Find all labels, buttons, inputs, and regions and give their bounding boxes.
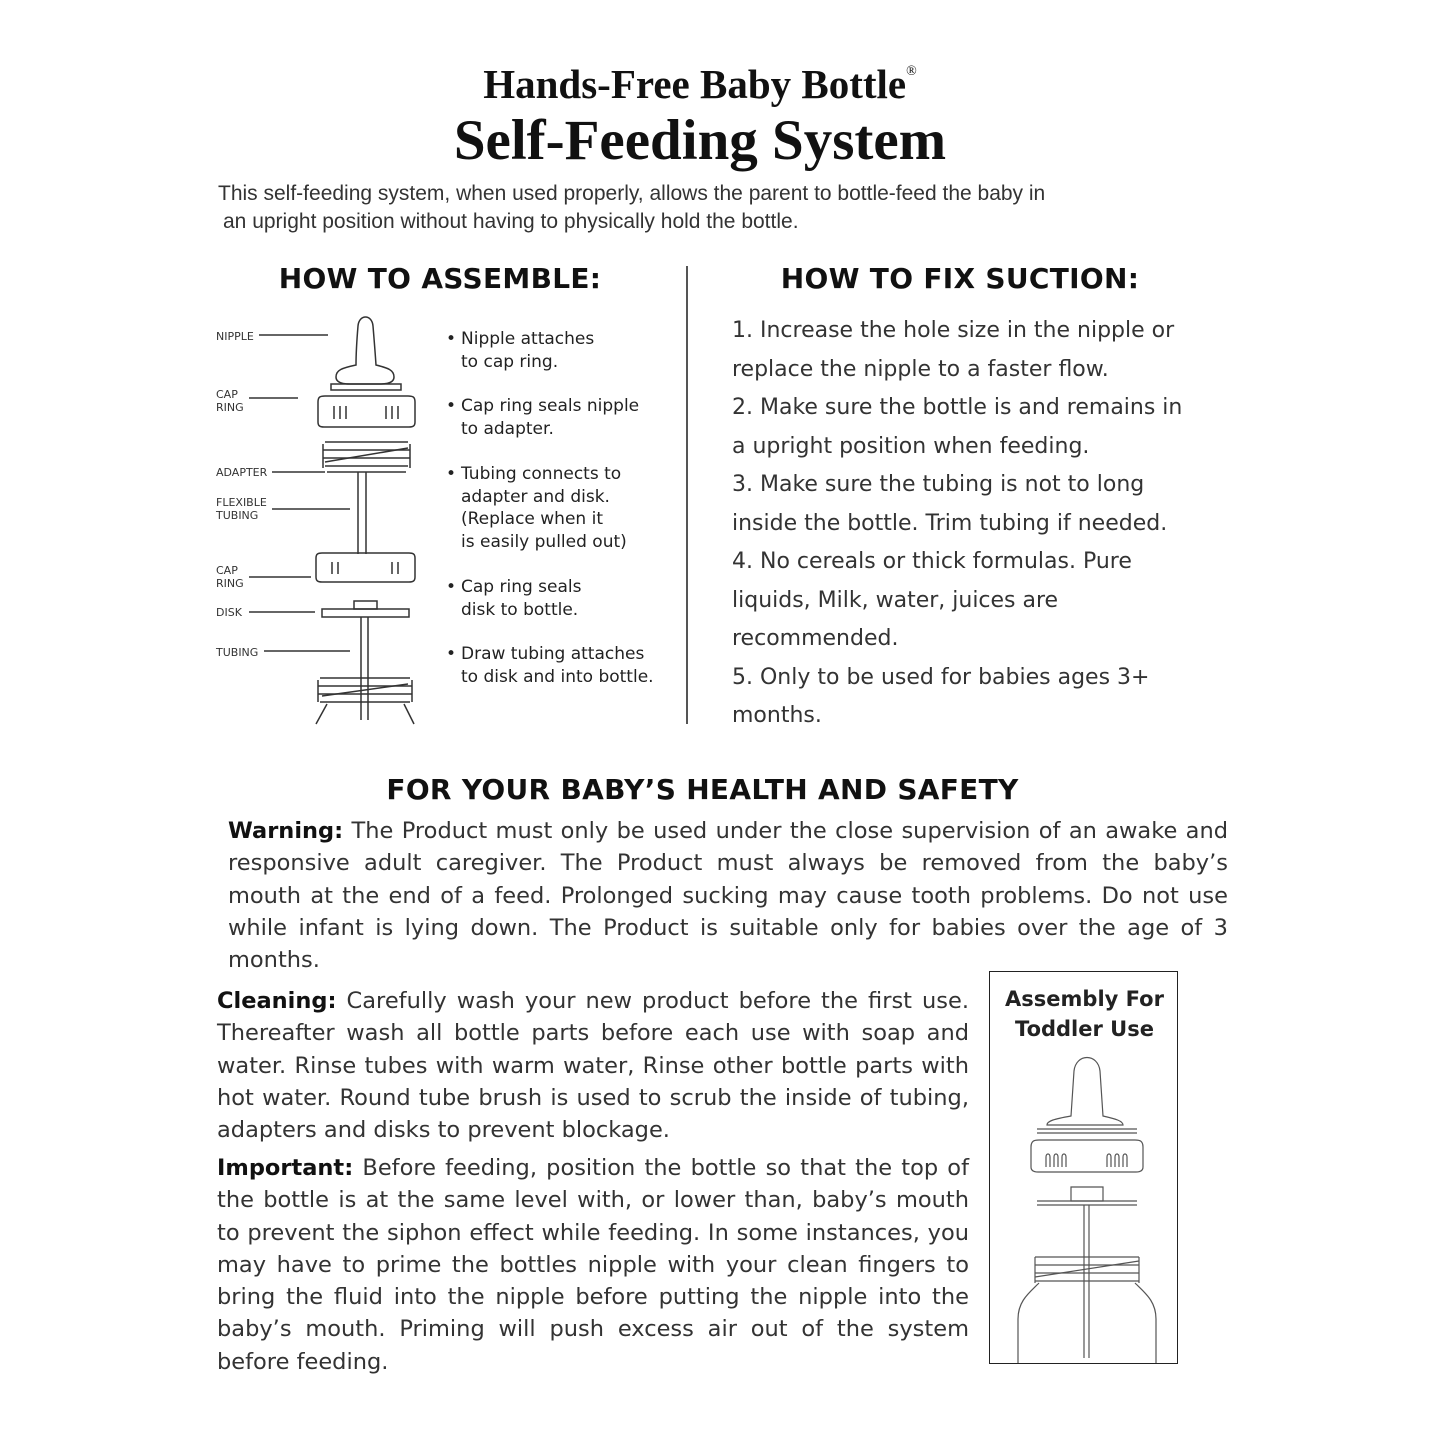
bottle-shoulder	[316, 704, 414, 724]
step-line: to cap ring.	[461, 351, 559, 372]
label-line: CAP	[216, 388, 238, 401]
toddler-diagram	[990, 972, 1179, 1365]
step-line: Tubing connects to	[461, 464, 622, 484]
suction-line: 5. Only to be used for babies ages 3+	[732, 664, 1150, 690]
label-line: CAP	[216, 564, 238, 577]
suction-line: replace the nipple to a faster flow.	[732, 356, 1109, 382]
label-adapter: ADAPTER	[216, 466, 268, 479]
assemble-heading: HOW TO ASSEMBLE:	[278, 262, 602, 295]
cap-ring-bottom-shape	[316, 553, 415, 582]
toddler-bottle-body	[1018, 1283, 1156, 1363]
intro-line: an upright position without having to physically hold the bottle.	[223, 210, 799, 233]
registered-mark: ®	[906, 64, 917, 79]
nipple-shape	[336, 317, 394, 384]
bullet-icon: •	[446, 464, 457, 484]
cleaning-text: Carefully wash your new product before the first use. Thereafter wash all bottle parts before each use with soap and water. Rinse tubes with warm water, Rinse other bottle parts with hot water. Round tube brush is used to scrub the inside of tubing, adapters and disks to prevent blockage.	[217, 988, 969, 1144]
column-divider	[686, 266, 688, 724]
adapter-threads	[323, 442, 410, 472]
label-nipple: NIPPLE	[216, 330, 254, 343]
suction-list	[732, 312, 1202, 736]
step-line: Cap ring seals nipple	[461, 396, 640, 416]
disk-stem	[354, 601, 377, 609]
title-line-1	[0, 60, 1400, 108]
intro-paragraph	[218, 180, 1178, 236]
label-tubing: TUBING	[216, 646, 259, 659]
step-line: Draw tubing attaches	[461, 644, 645, 664]
suction-line: recommended.	[732, 626, 899, 651]
step-line: (Replace when it	[461, 509, 603, 529]
step-line: Nipple attaches	[461, 329, 595, 349]
suction-line: 4. No cereals or thick formulas. Pure	[732, 549, 1132, 574]
cleaning-paragraph	[217, 985, 969, 1146]
suction-line: 1. Increase the hole size in the nipple or	[732, 318, 1175, 343]
toddler-assembly-box	[989, 971, 1178, 1364]
warning-label: Warning:	[228, 818, 344, 844]
important-text: Before feeding, position the bottle so that the top of the bottle is at the same level with, or lower than, baby’s mouth to prevent the siphon effect while feeding. In some instances, you may have to prime the bottles nipple with your clean fingers to bring the fluid into the nipple before putting the nipple into the baby’s mouth. Priming will push excess air out of the system before feeding.	[217, 1155, 969, 1375]
bullet-icon: •	[446, 577, 457, 597]
step-line: to disk and into bottle.	[461, 666, 654, 687]
toddler-title-line: Assembly For	[1005, 987, 1164, 1011]
bullet-icon: •	[446, 644, 457, 664]
suction-line: inside the bottle. Trim tubing if needed.	[732, 510, 1168, 536]
label-line: RING	[216, 401, 244, 414]
toddler-title-line: Toddler Use	[1015, 1017, 1154, 1041]
suction-line: 3. Make sure the tubing is not to long	[732, 472, 1145, 497]
step-line: disk to bottle.	[461, 599, 579, 620]
toddler-disk-stem	[1071, 1187, 1103, 1201]
nipple-flange	[331, 384, 401, 390]
title-line-2: Self-Feeding System	[453, 109, 947, 172]
suction-line: liquids, Milk, water, juices are	[732, 587, 1059, 613]
label-line: FLEXIBLE	[216, 496, 267, 509]
disk-shape	[322, 609, 409, 617]
toddler-nipple-shape	[1047, 1058, 1123, 1126]
toddler-cap-ring-shape	[1031, 1140, 1143, 1172]
label-line: RING	[216, 577, 244, 590]
assembly-diagram	[200, 300, 440, 730]
safety-heading: FOR YOUR BABY’S HEALTH AND SAFETY	[386, 773, 1019, 806]
step-line: adapter and disk.	[461, 486, 610, 507]
important-paragraph	[217, 1152, 969, 1378]
suction-line: a upright position when feeding.	[732, 433, 1090, 459]
label-line: TUBING	[216, 509, 259, 522]
important-label: Important:	[217, 1155, 354, 1181]
intro-line: This self-feeding system, when used properly, allows the parent to bottle-feed the baby in	[218, 182, 1046, 205]
cap-ring-top-shape	[318, 396, 415, 427]
step-line: Cap ring seals	[461, 577, 582, 597]
cleaning-label: Cleaning:	[217, 988, 337, 1014]
suction-line: months.	[732, 703, 822, 728]
label-disk: DISK	[216, 606, 242, 619]
step-line: to adapter.	[461, 418, 554, 439]
bullet-icon: •	[446, 329, 457, 349]
title-text: Hands-Free Baby Bottle	[483, 61, 907, 107]
step-line: is easily pulled out)	[461, 531, 627, 552]
suction-heading: HOW TO FIX SUCTION:	[780, 262, 1140, 295]
warning-text: The Product must only be used under the close supervision of an awake and responsive adult caregiver. The Product must always be removed from the baby’s mouth at the end of a feed. Prolonged sucking may cause tooth problems. Do not use while infant is lying down. The Product is suitable only for babies over the age of 3 months.	[228, 818, 1228, 974]
warning-paragraph	[228, 815, 1228, 976]
bullet-icon: •	[446, 396, 457, 416]
suction-line: 2. Make sure the bottle is and remains in	[732, 395, 1183, 420]
